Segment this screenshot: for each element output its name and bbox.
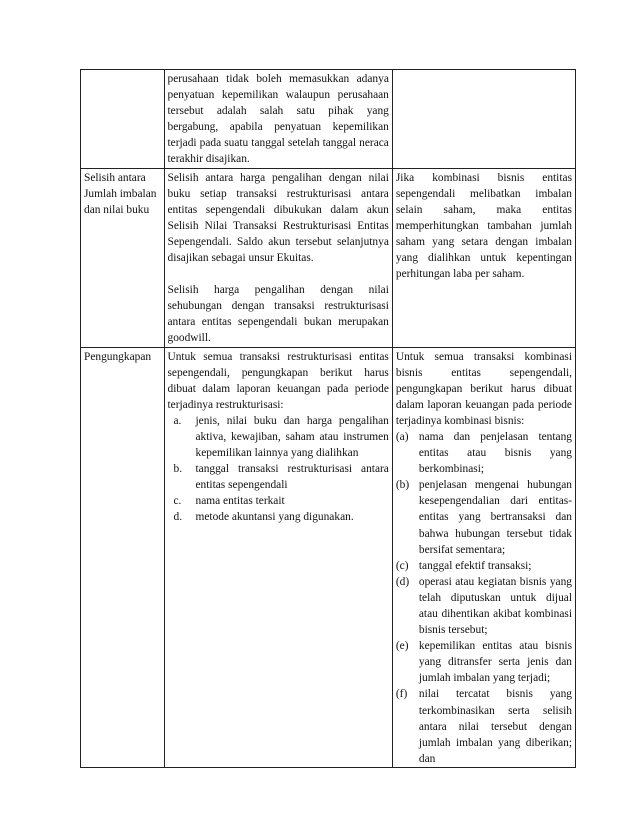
row2-col3-text: Jika kombinasi bisnis entitas sepengendali melibatkan imbalan selain saham, maka entitas memperhitungkan tambahan jumlah saham yang setara dengan imbalan yang dialihkan untuk kepentingan perhitungan laba per saham. [395,171,572,281]
comparison-table [80,69,576,768]
list-marker: c. [173,495,182,508]
list-item [396,558,572,574]
list-item [168,509,389,525]
list-marker: b. [173,463,183,476]
row3-col2-intro: Untuk semua transaksi restrukturisasi entitas sepengendali, pengungkapan berikut harus dibuat dalam laporan keuangan pada periode terjadinya restrukturisasi: [167,350,389,411]
list-marker: (f) [395,688,408,701]
list-marker: (b) [395,479,410,492]
list-item-text: nama dan penjelasan tentang entitas atau bisnis yang berkombinasi; [418,430,572,476]
list-marker: a. [173,414,182,427]
list-item [168,493,389,509]
row-label-pengungkapan: Pengungkapan [84,350,152,363]
row3-label-cell [81,347,165,767]
list-item-text: penjelasan mengenai hubungan kesepengendalian dari entitas-entitas yang bertransaksi dan bahwa hubungan tersebut tidak bersifat sementara; [418,479,572,556]
list-item [396,638,572,686]
row3-col2-cell [164,347,392,767]
list-item-text: nama entitas terkait [195,495,285,508]
list-marker: (c) [395,559,409,572]
list-marker: (e) [395,640,409,653]
row3-col3-intro: Untuk semua transaksi kombinasi bisnis entitas sepengendali, pengungkapan berikut harus dibuat dalam laporan keuangan pada periode terjadinya kombinasi bisnis: [395,350,572,427]
row2-col2-cell [164,168,392,347]
list-marker: (a) [395,430,409,443]
list-item-text: metode akuntansi yang digunakan. [195,511,354,524]
list-item-text: jenis, nilai buku dan harga pengalihan aktiva, kewajiban, saham atau instrumen kepemilikan lainnya yang dialihkan [195,414,389,460]
row2-col3-cell [392,168,575,347]
row3-col2-list [168,413,389,526]
list-item [396,686,572,766]
row1-col2-cell [164,70,392,169]
row2-col2-paragraph-1: Selisih antara harga pengalihan dengan nilai buku setiap transaksi restrukturisasi antara entitas sepengendali dibukukan dalam akun Selisih Nilai Transaksi Restrukturisasi Entitas Sepengendali. Saldo akun tersebut selanjutnya disajikan sebagai unsur Ekuitas. [167,171,389,265]
row1-col2-text: perusahaan tidak boleh memasukkan adanya penyatuan kepemilikan walaupun perusahaan tersebut adalah salah satu pihak yang bergabung, apabila penyatuan kepemilikan terjadi pada suatu tanggal setelah tanggal neraca terakhir disajikan. [167,73,389,166]
list-marker: d. [173,511,183,524]
row2-col2-paragraph-2: Selisih harga pengalihan dengan nilai sehubungan dengan transaksi restrukturisasi antara entitas sepengendali bukan merupakan goodwill. [167,284,389,345]
list-item-text: operasi atau kegiatan bisnis yang telah diputuskan untuk dijual atau dihentikan akibat kombinasi bisnis tersebut; [418,575,572,637]
table-row [81,70,576,169]
paragraph-spacer [168,266,389,282]
list-item [168,413,389,461]
row1-col3-cell [392,70,575,169]
list-item-text: nilai tercatat bisnis yang terkombinasikan serta selisih antara nilai tersebut dengan jumlah imbalan yang diberikan; dan [418,688,572,765]
list-item-text: tanggal transaksi restrukturisasi antara entitas sepengendali [195,463,389,492]
list-item-text: tanggal efektif transaksi; [418,559,532,572]
row1-label-cell [81,70,165,169]
table-row [81,168,576,347]
list-item-text: kepemilikan entitas atau bisnis yang ditransfer serta jenis dan jumlah imbalan yang terjadi; [418,640,572,685]
list-marker: (d) [395,575,410,588]
list-item [168,461,389,493]
list-item [396,477,572,557]
row3-col3-cell [392,347,575,767]
list-item [396,429,572,477]
row2-label-cell [81,168,165,347]
table-row [81,347,576,767]
row3-col3-list [396,429,572,767]
row-label-selisih: Selisih antara Jumlah imbalan dan nilai buku [84,171,157,216]
list-item [396,574,572,638]
